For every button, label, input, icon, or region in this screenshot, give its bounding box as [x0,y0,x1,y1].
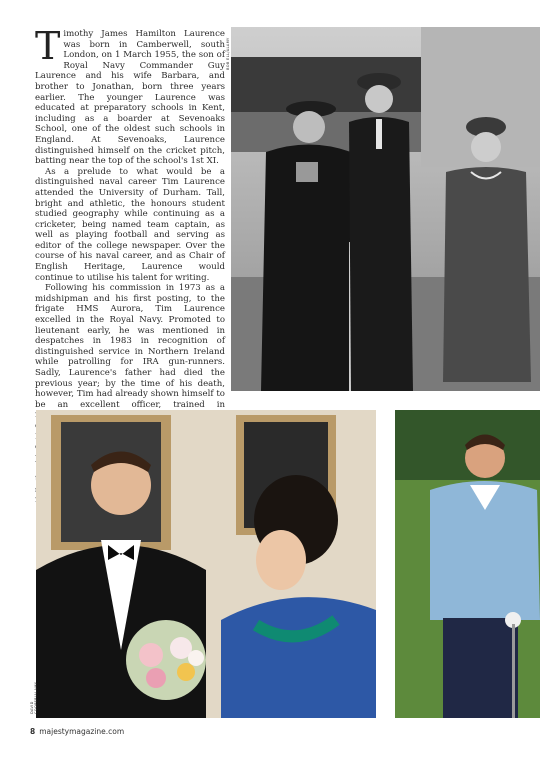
drop-cap: T [35,24,61,68]
colour-photo-illustration [36,410,376,718]
photo-naval-officers-with-queen [231,27,540,391]
article-paragraph-1: Timothy James Hamilton Laurence was born in Camberwell, south London, on 1 March 1955, the son of Royal Navy Commander Guy Laurence and his wife Barbara, and brother to Jonathan, born three years earlier. The younger Laurence was educated at preparatory schools in Kent, including as a boarder at Sevenoaks School, one of the oldest such schools in England. At Sevenoaks, Laurence distinguished himself on the cricket pitch, batting near the top of the school's 1st XI. [35,24,225,167]
page-number: 8 [30,727,36,736]
photo-laurence-golfing [395,410,540,718]
page-footer [30,727,124,736]
golf-photo-illustration [395,410,540,718]
bw-photo-illustration [231,27,540,391]
article-paragraph-3: Following his commission in 1973 as a midshipman and his first posting, to the frigate HMS Aurora, Tim Laurence excelled in the Royal Navy. Promoted to lieutenant early, he was mentioned in despatches in 1983 in recognition of distinguished service in Northern Ireland while patrolling for IRA gun-runners. Sadly, Laurence's father had died the previous year; by the time of his death, however, Tim had already shown himself to be an excellent officer, trained in [35,283,225,410]
photo-credit-top: BOB ELL/ALAMY [226,37,230,70]
photo-laurence-with-princess-anne [36,410,376,718]
footer-site-url: majestymagazine.com [39,727,125,736]
photo-credit-bottom-left: DAVID COOPER/ALAMY [30,681,38,714]
article-paragraph-2: As a prelude to what would be a distinguished naval career Tim Laurence attended the University of Durham. Tall, bright and athletic, the honours student studied geography while continuing as a cricketer, being named team captain, as well as playing football and serving as editor of the college newspaper. Over the course of his naval career, and as Chair of English Heritage, Laurence would continue to utilise his talent for writing. [35,166,225,283]
